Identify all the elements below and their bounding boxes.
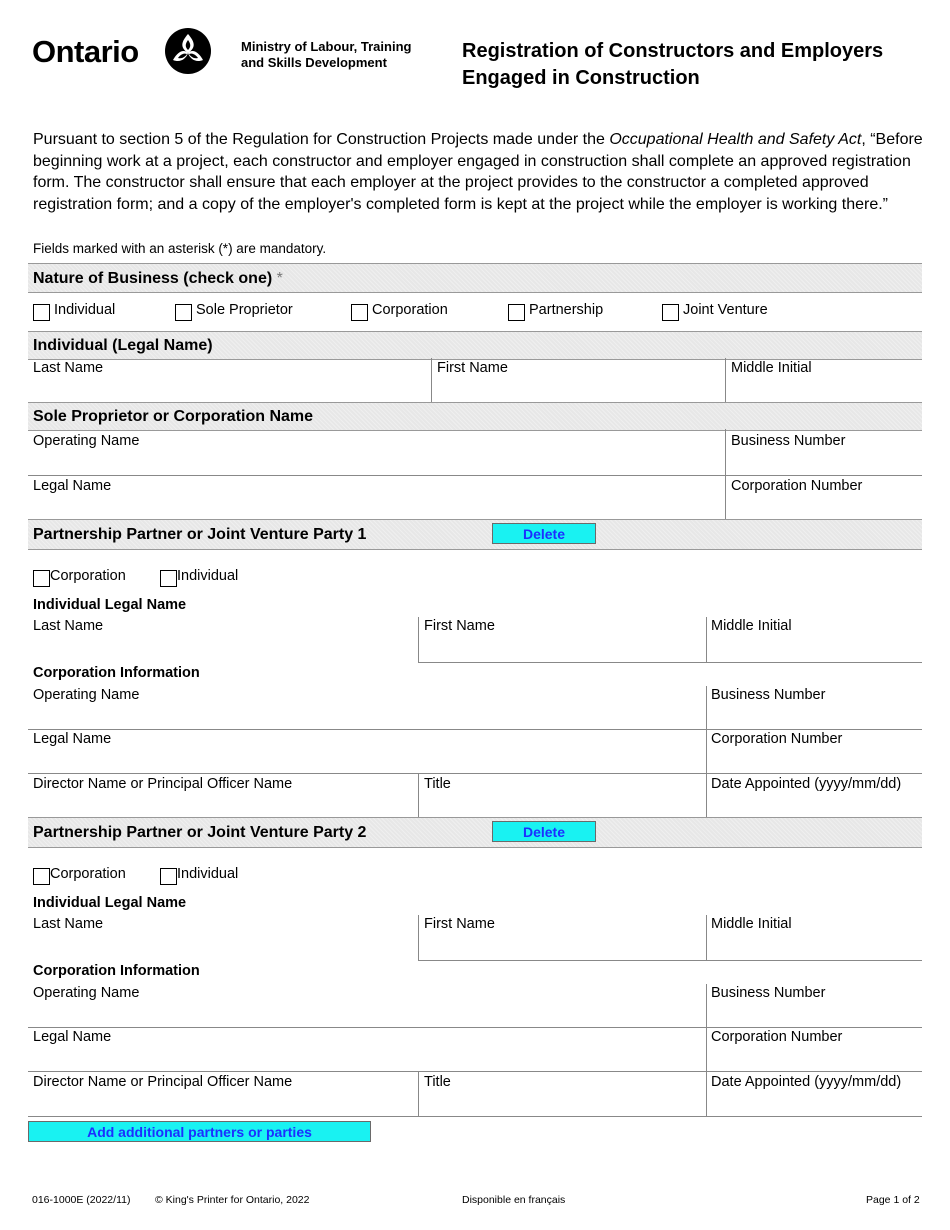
checkbox-individual[interactable] bbox=[33, 304, 50, 321]
sole-proprietor-section-header: Sole Proprietor or Corporation Name bbox=[28, 402, 922, 431]
field-divider bbox=[28, 1027, 922, 1028]
middle-initial-field[interactable]: Middle Initial bbox=[731, 360, 812, 376]
field-divider bbox=[28, 475, 922, 476]
add-partners-button[interactable]: Add additional partners or parties bbox=[28, 1121, 371, 1142]
form-number: 016-1000E (2022/11) bbox=[32, 1194, 131, 1206]
corporation-number-field[interactable]: Corporation Number bbox=[711, 1029, 843, 1045]
director-name-field[interactable]: Director Name or Principal Officer Name bbox=[33, 776, 293, 792]
field-divider bbox=[418, 617, 419, 662]
field-divider bbox=[725, 358, 726, 402]
checkbox-party-1-individual[interactable] bbox=[160, 570, 177, 587]
field-divider bbox=[28, 1116, 922, 1117]
field-divider bbox=[725, 429, 726, 519]
field-divider bbox=[706, 617, 707, 662]
copyright-notice: © King's Printer for Ontario, 2022 bbox=[155, 1194, 310, 1206]
operating-name-field[interactable]: Operating Name bbox=[33, 985, 140, 1001]
checkbox-sole-proprietor[interactable] bbox=[175, 304, 192, 321]
field-divider bbox=[431, 358, 432, 402]
french-availability: Disponible en français bbox=[462, 1194, 566, 1206]
checkbox-label: Corporation bbox=[50, 568, 126, 584]
field-divider bbox=[28, 1071, 922, 1072]
operating-name-field[interactable]: Operating Name bbox=[33, 433, 140, 449]
title-field[interactable]: Title bbox=[424, 776, 451, 792]
party-1-section-header: Partnership Partner or Joint Venture Party 1 bbox=[28, 519, 922, 550]
last-name-field[interactable]: Last Name bbox=[33, 618, 104, 634]
field-divider bbox=[706, 686, 707, 818]
title-field[interactable]: Title bbox=[424, 1074, 451, 1090]
legal-name-field[interactable]: Legal Name bbox=[33, 731, 112, 747]
intro-paragraph: Pursuant to section 5 of the Regulation for Construction Projects made under the Occupational Health and Safety Act, “Before beginning work at a project, each constructor and employer engaged in construction shall complete an approved registration form. The constructor shall ensure that each employer at the project provides to the constructor a completed approved registration form; and a copy of the employer's completed form is kept at the project while the employer is working there.” bbox=[33, 131, 923, 213]
field-divider bbox=[706, 915, 707, 960]
individual-legal-name-heading: Individual Legal Name bbox=[33, 597, 187, 613]
director-name-field[interactable]: Director Name or Principal Officer Name bbox=[33, 1074, 293, 1090]
checkbox-label: Individual bbox=[177, 568, 239, 584]
business-number-field[interactable]: Business Number bbox=[711, 985, 826, 1001]
middle-initial-field[interactable]: Middle Initial bbox=[711, 916, 792, 932]
individual-section-header: Individual (Legal Name) bbox=[28, 331, 922, 360]
ontario-logo-text: Ontario bbox=[32, 34, 139, 69]
first-name-field[interactable]: First Name bbox=[437, 360, 508, 376]
middle-initial-field[interactable]: Middle Initial bbox=[711, 618, 792, 634]
checkbox-party-2-corporation[interactable] bbox=[33, 868, 50, 885]
checkbox-label: Individual bbox=[54, 302, 116, 318]
corporation-information-heading: Corporation Information bbox=[33, 963, 200, 979]
field-divider bbox=[418, 915, 419, 960]
delete-party-1-button[interactable]: Delete bbox=[492, 523, 596, 544]
first-name-field[interactable]: First Name bbox=[424, 618, 495, 634]
last-name-field[interactable]: Last Name bbox=[33, 916, 104, 932]
mandatory-note: Fields marked with an asterisk (*) are mandatory. bbox=[33, 241, 327, 256]
date-appointed-field[interactable]: Date Appointed (yyyy/mm/dd) bbox=[711, 776, 902, 792]
first-name-field[interactable]: First Name bbox=[424, 916, 495, 932]
field-divider bbox=[706, 984, 707, 1116]
delete-party-2-button[interactable]: Delete bbox=[492, 821, 596, 842]
business-number-field[interactable]: Business Number bbox=[711, 687, 826, 703]
field-divider bbox=[418, 1072, 419, 1116]
field-divider bbox=[28, 729, 922, 730]
field-divider bbox=[418, 774, 419, 818]
checkbox-partnership[interactable] bbox=[508, 304, 525, 321]
nature-of-business-header: Nature of Business (check one) * bbox=[28, 263, 922, 293]
individual-legal-name-heading: Individual Legal Name bbox=[33, 895, 187, 911]
legal-name-field[interactable]: Legal Name bbox=[33, 478, 112, 494]
form-title: Registration of Constructors and Employers Engaged in Construction bbox=[462, 40, 884, 89]
operating-name-field[interactable]: Operating Name bbox=[33, 687, 140, 703]
checkbox-party-1-corporation[interactable] bbox=[33, 570, 50, 587]
legal-name-field[interactable]: Legal Name bbox=[33, 1029, 112, 1045]
field-divider bbox=[418, 662, 922, 663]
checkbox-joint-venture[interactable] bbox=[662, 304, 679, 321]
checkbox-label: Joint Venture bbox=[683, 302, 768, 318]
corporation-number-field[interactable]: Corporation Number bbox=[731, 478, 863, 494]
checkbox-party-2-individual[interactable] bbox=[160, 868, 177, 885]
checkbox-label: Sole Proprietor bbox=[196, 302, 293, 318]
ministry-name: Ministry of Labour, Training and Skills Development bbox=[241, 39, 412, 70]
date-appointed-field[interactable]: Date Appointed (yyyy/mm/dd) bbox=[711, 1074, 902, 1090]
corporation-number-field[interactable]: Corporation Number bbox=[711, 731, 843, 747]
trillium-logo-icon bbox=[164, 27, 212, 75]
business-number-field[interactable]: Business Number bbox=[731, 433, 846, 449]
checkbox-corporation[interactable] bbox=[351, 304, 368, 321]
checkbox-label: Corporation bbox=[50, 866, 126, 882]
party-2-section-header: Partnership Partner or Joint Venture Party 2 bbox=[28, 817, 922, 848]
checkbox-label: Partnership bbox=[529, 302, 604, 318]
checkbox-label: Individual bbox=[177, 866, 239, 882]
corporation-information-heading: Corporation Information bbox=[33, 665, 200, 681]
last-name-field[interactable]: Last Name bbox=[33, 360, 104, 376]
field-divider bbox=[28, 773, 922, 774]
checkbox-label: Corporation bbox=[372, 302, 448, 318]
field-divider bbox=[418, 960, 922, 961]
page-number: Page 1 of 2 bbox=[866, 1194, 920, 1206]
